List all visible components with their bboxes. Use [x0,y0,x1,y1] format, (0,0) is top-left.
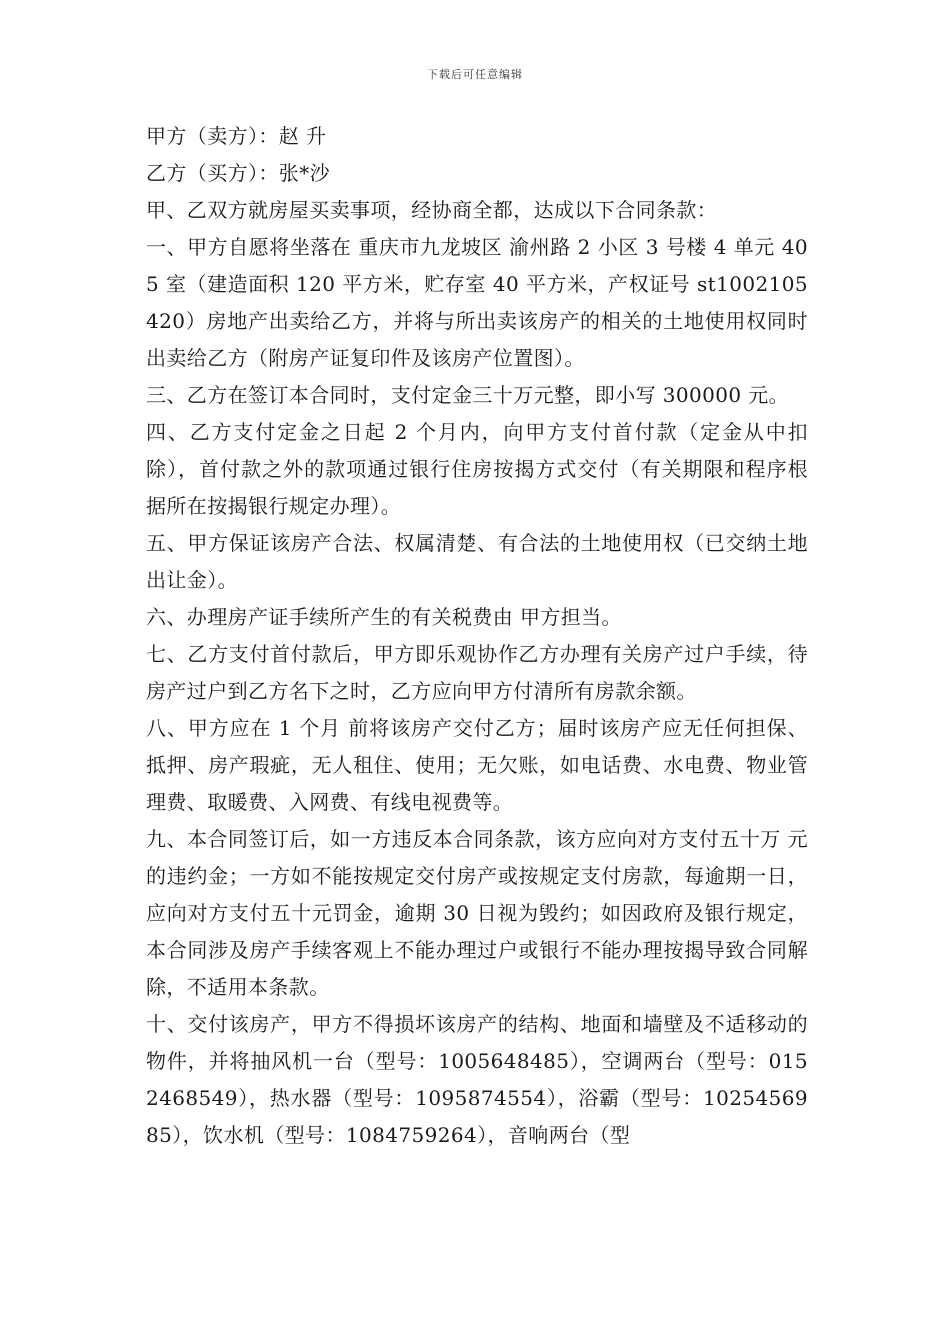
clause-3-paragraph: 三、乙方在签订本合同时，支付定金三十万元整，即小写 300000 元。 [146,383,790,407]
party-a-line: 甲方（卖方）：赵 升 [146,124,327,148]
clause-4-paragraph: 四、乙方支付定金之日起 2 个月内，向甲方支付首付款（定金从中扣除），首付款之外的款项通过银行住房按揭方式交付（有关期限和程序根据所在按揭银行规定办理）。 [146,420,808,518]
clause-8-paragraph: 八、甲方应在 1 个月 前将该房产交付乙方；届时该房产应无任何担保、抵押、房产瑕疵，无人租住、使用；无欠账，如电话费、水电费、物业管理费、取暖费、入网费、有线电视费等。 [146,716,808,814]
preamble-paragraph: 甲、乙双方就房屋买卖事项，经协商全都，达成以下合同条款： [146,198,718,222]
contract-body [146,118,808,1154]
clause-1-paragraph: 一、甲方自愿将坐落在 重庆市九龙坡区 渝州路 2 小区 3 号楼 4 单元 405 室（建造面积 120 平方米，贮存室 40 平方米，产权证号 st1002105420）房地产出卖给乙方，并将与所出卖该房产的相关的土地使用权同时出卖给乙方（附房产证复印件及该房产位置图）。 [146,235,808,370]
clause-7-paragraph: 七、乙方支付首付款后，甲方即乐观协作乙方办理有关房产过户手续，待房产过户到乙方名下之时，乙方应向甲方付清所有房款余额。 [146,642,808,703]
party-b-line: 乙方（买方）：张*沙 [146,161,330,185]
clause-10-paragraph: 十、交付该房产，甲方不得损坏该房产的结构、地面和墙壁及不适移动的物件，并将抽风机一台（型号：1005648485），空调两台（型号：0152468549），热水器（型号：1095874554），浴霸（型号：1025456985），饮水机（型号：1084759264），音响两台（型 [146,1012,808,1147]
clause-9-paragraph: 九、本合同签订后，如一方违反本合同条款，该方应向对方支付五十万 元的违约金；一方如不能按规定交付房产或按规定支付房款，每逾期一日，应向对方支付五十元罚金，逾期 30 日视为毁约；如因政府及银行规定，本合同涉及房产手续客观上不能办理过户或银行不能办理按揭导致合同解除，不适用本条款。 [146,827,808,999]
header-note: 下载后可任意编辑 [427,68,523,81]
clause-6-paragraph: 六、办理房产证手续所产生的有关税费由 甲方担当。 [146,605,622,629]
clause-5-paragraph: 五、甲方保证该房产合法、权属清楚、有合法的土地使用权（已交纳土地出让金）。 [146,531,808,592]
